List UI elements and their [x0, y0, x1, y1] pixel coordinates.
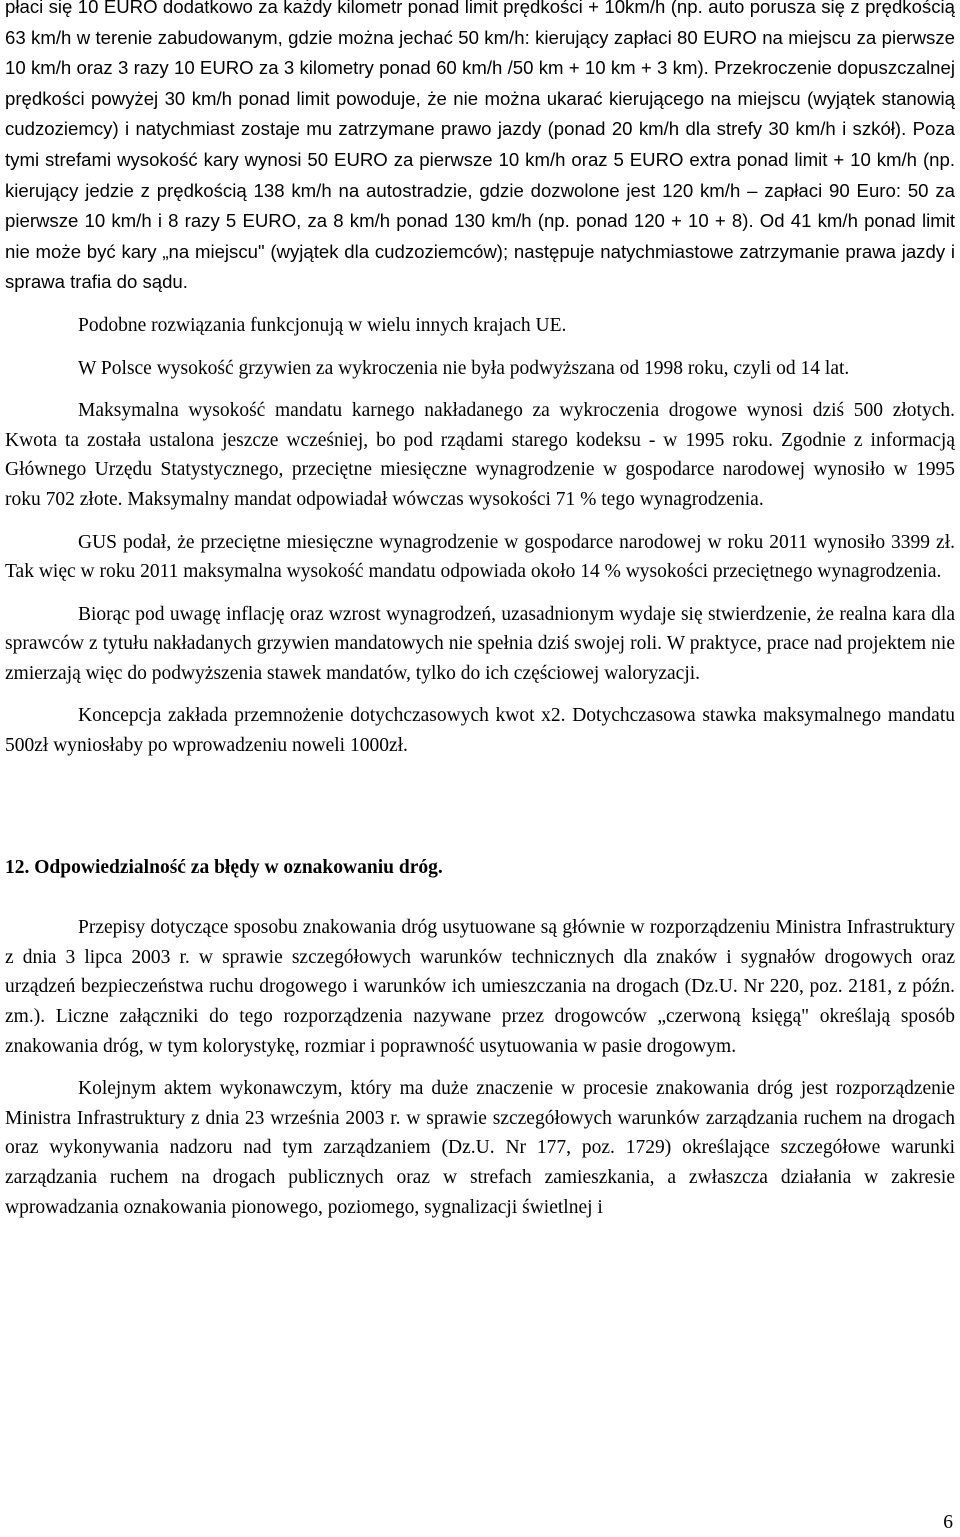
paragraph-text: Maksymalna wysokość mandatu karnego nakładanego za wykroczenia drogowe wynosi dziś 500 złotych. Kwota ta została ustalona jeszcze wcześniej, bo pod rządami starego kodeksu - w 1995 roku. Zgodnie z informacją Głównego Urzędu Statystycznego, przeciętne miesięczne wynagrodzenie w gospodarce narodowej wynosiło w 1995 roku 702 złote. Maksymalny mandat odpowiadał wówczas wysokości 71 % tego wynagrodzenia. — [5, 400, 955, 510]
paragraph-similar-solutions — [5, 311, 955, 341]
paragraph-concept — [5, 701, 955, 760]
paragraph-text: Podobne rozwiązania funkcjonują w wielu innych krajach UE. — [78, 314, 567, 336]
section-heading: 12. Odpowiedzialność za błędy w oznakowaniu dróg. — [5, 856, 443, 878]
paragraph-text: Koncepcja zakłada przemnożenie dotychczasowych kwot x2. Dotychczasowa stawka maksymalnego mandatu 500zł wyniosłaby po wprowadzeniu noweli 1000zł. — [5, 705, 955, 757]
paragraph-inflation — [5, 600, 955, 689]
paragraph-gus-salary — [5, 528, 955, 587]
paragraph-text: W Polsce wysokość grzywien za wykroczenia nie była podwyższana od 1998 roku, czyli od 14 lat. — [78, 357, 850, 379]
paragraph-text: Biorąc pod uwagę inflację oraz wzrost wynagrodzeń, uzasadnionym wydaje się stwierdzenie, że realna kara dla sprawców z tytułu nakładanych grzywien mandatowych nie spełnia dziś swojej roli. W praktyce, prace nad projektem nie zmierzają więc do podwyższenia stawek mandatów, tylko do ich częściowej waloryzacji. — [5, 603, 955, 684]
paragraph-poland-fines — [5, 354, 955, 384]
document-page — [5, 0, 955, 1537]
page-number: 6 — [943, 1512, 953, 1533]
paragraph-traffic-management-regulation — [5, 1074, 955, 1222]
paragraph-text: Przepisy dotyczące sposobu znakowania dróg usytuowane są głównie w rozporządzeniu Ministra Infrastruktury z dnia 3 lipca 2003 r. w sprawie szczegółowych warunków technicznych dla znaków i sygnałów drogowych oraz urządzeń bezpieczeństwa ruchu drogowego i warunków ich umieszczania na drogach (Dz.U. Nr 220, poz. 2181, z późn. zm.). Liczne załączniki do tego rozporządzenia nazywane przez drogowców „czerwoną księgą" określają sposób znakowania dróg, w tym kolorystykę, rozmiar i poprawność usytuowania w pasie drogowym. — [5, 917, 955, 1057]
paragraph-maximum-fine — [5, 396, 955, 514]
paragraph-text: GUS podał, że przeciętne miesięczne wynagrodzenie w gospodarce narodowej w roku 2011 wynosiło 3399 zł. Tak więc w roku 2011 maksymalna wysokość mandatu odpowiada około 14 % wysokości przeciętnego wynagrodzenia. — [5, 531, 955, 583]
paragraph-road-marking-regulations — [5, 913, 955, 1061]
paragraph-text: płaci się 10 EURO dodatkowo za każdy kilometr ponad limit prędkości + 10km/h (np. auto porusza się z prędkością 63 km/h w terenie zabudowanym, gdzie można jechać 50 km/h: kierujący zapłaci 80 EURO na miejscu za pierwsze 10 km/h oraz 3 razy 10 EURO za 3 kilometry ponad 60 km/h /50 km + 10 km + 3 km). Przekroczenie dopuszczalnej prędkości powyżej 30 km/h ponad limit powoduje, że nie można ukarać kierującego na miejscu (wyjątek stanowią cudzoziemcy) i natychmiast zostaje mu zatrzymane prawo jazdy (ponad 20 km/h dla strefy 30 km/h i szkół). Poza tymi strefami wysokość kary wynosi 50 EURO za pierwsze 10 km/h oraz 5 EURO extra ponad limit + 10 km/h (np. kierujący jedzie z prędkością 138 km/h na autostradzie, gdzie dozwolone jest 120 km/h – zapłaci 90 Euro: 50 za pierwsze 10 km/h i 8 razy 5 EURO, za 8 km/h ponad 130 km/h (np. ponad 120 + 10 + 8). Od 41 km/h ponad limit nie może być kary „na miejscu" (wyjątek dla cudzoziemców); następuje natychmiastowe zatrzymanie prawa jazdy i sprawa trafia do sądu. — [5, 0, 955, 293]
paragraph-speed-fines-abroad — [5, 0, 955, 298]
paragraph-text: Kolejnym aktem wykonawczym, który ma duże znaczenie w procesie znakowania dróg jest rozporządzenie Ministra Infrastruktury z dnia 23 września 2003 r. w sprawie szczegółowych warunków zarządzania ruchem na drogach oraz wykonywania nadzoru nad tym zarządzaniem (Dz.U. Nr 177, poz. 1729) określające szczegółowe warunki zarządzania ruchem na drogach publicznych oraz w strefach zamieszkania, a zwłaszcza działania w zakresie wprowadzania oznakowania pionowego, poziomego, sygnalizacji świetlnej i — [5, 1078, 955, 1218]
